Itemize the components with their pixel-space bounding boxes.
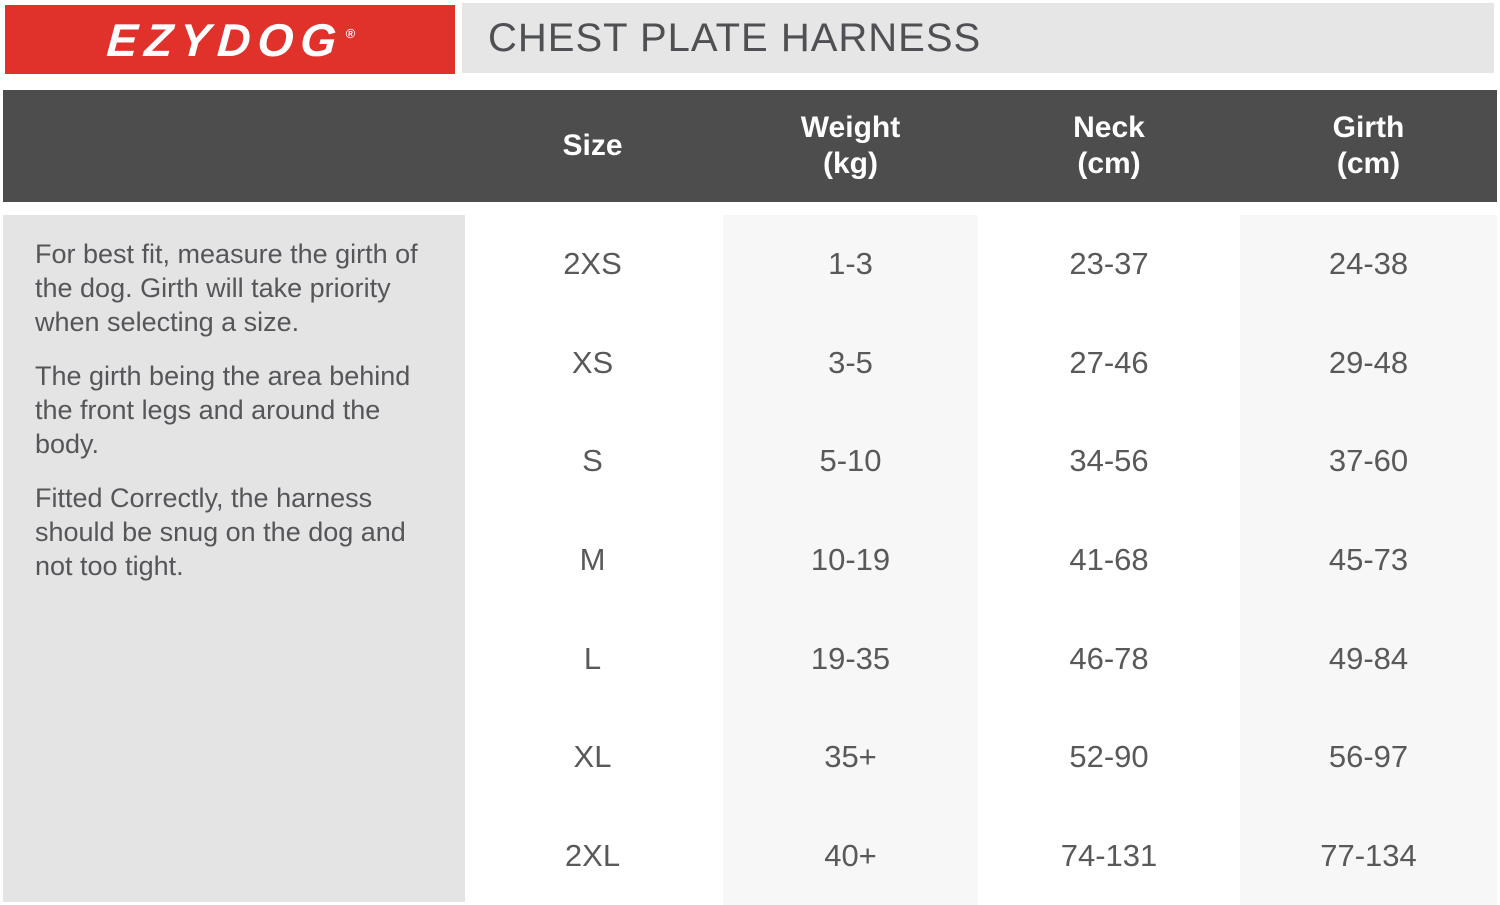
table-row-l bbox=[0, 609, 1500, 708]
cell-girth: 24-38 bbox=[1328, 246, 1409, 282]
column-header-size-label: Size bbox=[562, 129, 623, 162]
cell-girth: 77-134 bbox=[1320, 837, 1417, 873]
registered-trademark-symbol: ® bbox=[345, 25, 356, 41]
cell-girth: 37-60 bbox=[1328, 443, 1409, 479]
brand-wordmark: EZYDOG bbox=[105, 13, 346, 66]
cell-girth: 49-84 bbox=[1328, 640, 1409, 676]
column-header-neck bbox=[978, 90, 1240, 202]
cell-size: 2XS bbox=[563, 246, 622, 282]
cell-weight: 19-35 bbox=[810, 640, 891, 676]
table-header bbox=[3, 90, 1497, 202]
cell-girth: 45-73 bbox=[1328, 541, 1409, 577]
table-row-2xs bbox=[0, 215, 1500, 314]
column-header-girth-unit: (cm) bbox=[1336, 147, 1401, 180]
brand-logo bbox=[5, 5, 455, 74]
table-body bbox=[0, 215, 1500, 905]
cell-size: S bbox=[582, 443, 603, 479]
column-header-neck-label: Neck bbox=[1073, 111, 1145, 144]
table-row-s bbox=[0, 412, 1500, 511]
cell-neck: 46-78 bbox=[1069, 640, 1149, 676]
cell-neck: 27-46 bbox=[1069, 344, 1149, 380]
cell-size: L bbox=[583, 640, 602, 676]
table-row-m bbox=[0, 511, 1500, 610]
cell-girth: 56-97 bbox=[1328, 739, 1409, 775]
fit-instructions-paragraph-1: For best fit, measure the girth of the dog. Girth will take priority when selecting a size. bbox=[35, 239, 418, 337]
cell-size: M bbox=[579, 541, 606, 577]
table-row-2xl bbox=[0, 806, 1500, 905]
cell-neck: 23-37 bbox=[1069, 246, 1149, 282]
cell-weight: 40+ bbox=[824, 837, 877, 873]
table-row-xl bbox=[0, 708, 1500, 807]
column-header-weight-unit: (kg) bbox=[823, 147, 878, 180]
cell-weight: 1-3 bbox=[828, 246, 873, 282]
cell-girth: 29-48 bbox=[1328, 344, 1409, 380]
cell-neck: 74-131 bbox=[1060, 837, 1158, 873]
column-header-girth-label: Girth bbox=[1332, 111, 1405, 144]
table-row-xs bbox=[0, 314, 1500, 413]
brand-logo-text bbox=[105, 13, 356, 66]
cell-size: 2XL bbox=[564, 837, 621, 873]
fit-instructions-paragraph-3: Fitted Correctly, the harness should be snug on the dog and not too tight. bbox=[35, 483, 406, 581]
page-title: CHEST PLATE HARNESS bbox=[488, 15, 982, 60]
title-bar bbox=[462, 3, 1494, 73]
column-header-size bbox=[462, 90, 723, 202]
column-header-weight-label: Weight bbox=[800, 111, 901, 144]
cell-weight: 10-19 bbox=[810, 541, 891, 577]
cell-size: XS bbox=[571, 344, 614, 380]
cell-weight: 35+ bbox=[824, 739, 877, 775]
cell-weight: 5-10 bbox=[819, 443, 882, 479]
fit-instructions-paragraph-2: The girth being the area behind the front legs and around the body. bbox=[35, 361, 411, 459]
cell-neck: 41-68 bbox=[1069, 541, 1149, 577]
cell-neck: 52-90 bbox=[1069, 739, 1149, 775]
cell-neck: 34-56 bbox=[1069, 443, 1149, 479]
column-header-girth bbox=[1240, 90, 1497, 202]
column-header-neck-unit: (cm) bbox=[1077, 147, 1141, 180]
column-header-weight bbox=[723, 90, 978, 202]
cell-size: XL bbox=[573, 739, 612, 775]
cell-weight: 3-5 bbox=[828, 344, 873, 380]
